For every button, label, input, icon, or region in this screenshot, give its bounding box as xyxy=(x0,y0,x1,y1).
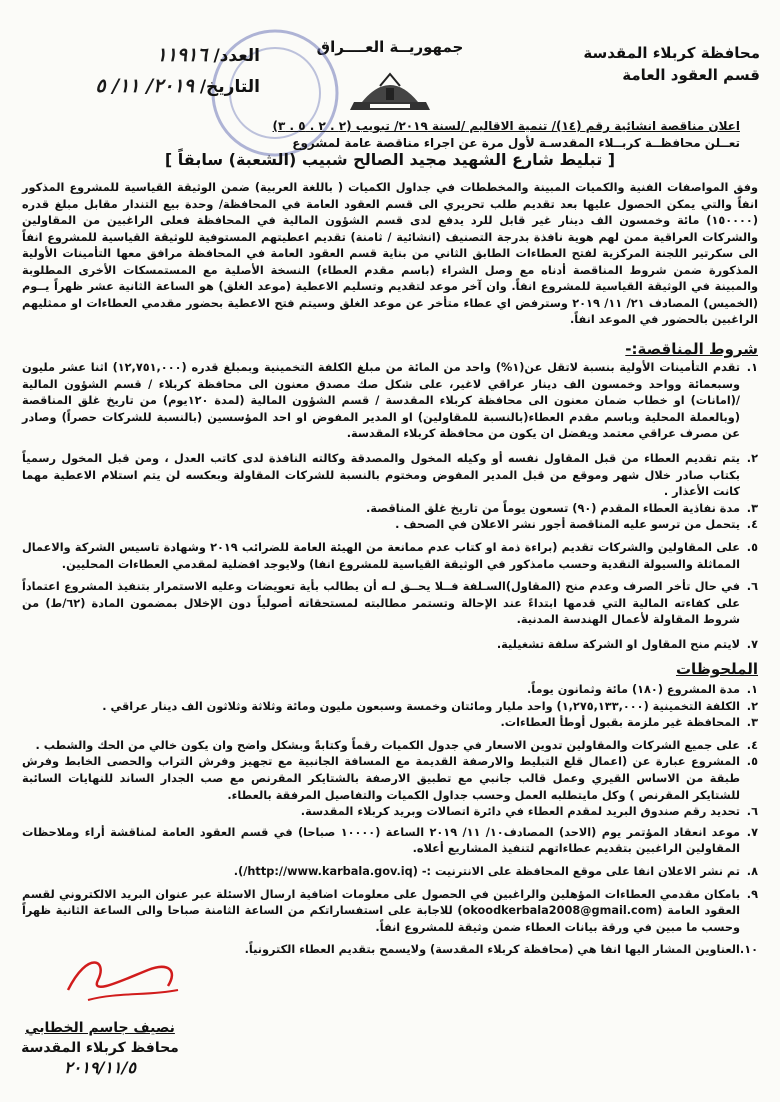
signatory-title: محافظ كربلاء المقدسة xyxy=(21,1040,179,1056)
reference-number-row xyxy=(30,40,260,71)
tender-number-line: اعلان مناقصة انشائية رقم (١٤)/ تنمية الاقاليم /لسنة ٢٠١٩/ تبويب (٢ . ٢ . ٥ . ٣) xyxy=(272,119,740,133)
reference-date-row xyxy=(30,71,260,102)
condition-item: ١. تقدم التأمينات الأولية بنسبة لاتقل عن(١%) واحد من المائة من مبلغ الكلفة التخمينية وبمبلغ قدره (١٢,٧٥١,٠٠٠) اثنا عشر مليون وسبعمائة وواحد وخمسون الف دينار عراقي لاغير، على شكل صك مصدق معنون الى محافظة كربلاء / قسم الشؤون المالية /(امانات) او خطاب ضمان معنون الى محافظة كربلاء المقدسة / قسم الشؤون المالية (لمدة ١٢٠يوم) من تاريخ غلق المناقصة (وبالعملة المحلية وباسم مقدم العطاء(بالنسبة للمقاولين) او المدير المفوض او احد المؤسسين (بالنسبة للشركات حصراً) وصادر عن مصرف عراقي معتمد ويفضل ان يكون من محافظة كربلاء المقدسة. xyxy=(22,361,758,441)
condition-item: ٢. يتم تقديم العطاء من قبل المقاول نفسه أو وكيله المخول والمصدقة وكالته النافذة لدى كاتب العدل ، ومن قبل المخول رسمياً بكتاب صادر خلال شهر وموقع من قبل المدير المفوض ومختوم بالنسبة للشركات المقاولة وبعكسه لن يتم استلام الاعطية مهما كانت الأعذار . xyxy=(22,451,758,499)
notes-title: الملحوظات xyxy=(675,660,758,678)
iraq-emblem-icon xyxy=(340,66,440,118)
condition-item: ٧. لايتم منح المقاول او الشركة سلفة تشغيلية. xyxy=(496,637,758,651)
condition-item: ٣. مدة نفاذية العطاء المقدم (٩٠) تسعون يوماً من تاريخ غلق المناقصة. xyxy=(366,501,758,515)
note-item: ٢. الكلفة التخمينية (١,٢٧٥,١٣٣,٠٠٠) واحد مليار ومائتان وخمسة وسبعون مليون ومائة وثلاثة وثلاثون الف دينار عراقي . xyxy=(102,699,758,713)
date-label: التاريخ/ xyxy=(199,77,260,97)
department-name: قسم العقود العامة xyxy=(622,66,760,84)
note-item: ٦. تحديد رقم صندوق البريد لمقدم العطاء في دائرة اتصالات وبريد كربلاء المقدسة. xyxy=(300,805,758,819)
note-item: ٧. موعد انعقاد المؤتمر يوم (الاحد) المصادف١٠/ ١١/ ٢٠١٩ الساعة (١٠٠٠٠ صباحا) في قسم العقود العامة لمناقشة أراء وملاحظات المقاولين الراغبين بتقديم عطاءاتهم لتنفيذ المشاريع أعلاه. xyxy=(22,825,758,856)
project-title: [ تبليط شارع الشهيد مجيد الصالح شبيب (الشعبة) سابقاً ] xyxy=(164,150,616,169)
note-item: ١٠. العناوين المشار اليها انفا هي (محافظة كربلاء المقدسة) ولايسمح بتقديم العطاء الكترونياً. xyxy=(244,943,758,957)
number-value: ١١٩١٦ xyxy=(156,44,208,66)
note-item: ٤. على جميع الشركات والمقاولين تدوين الاسعار في جدول الكميات رقماً وكتابةً وبشكل واضح وان يكون خالي من الحك والشطب . xyxy=(35,738,758,752)
governorate-name: محافظة كربلاء المقدسة xyxy=(583,44,760,62)
signature-scribble-icon xyxy=(28,940,208,1020)
notes-list xyxy=(22,682,758,959)
reference-block xyxy=(30,40,260,102)
conditions-title: شروط المناقصة:- xyxy=(625,340,758,358)
number-label: العدد/ xyxy=(213,46,260,66)
conditions-list xyxy=(22,360,758,654)
note-item: ٨. تم نشر الاعلان انفا على موقع المحافظة على الانترنيت :- (http://www.karbala.gov.iq/). xyxy=(233,864,758,878)
tender-intro-line: تعــلن محافظــة كربــلاء المقدسـة لأول مرة عن اجراء مناقصة عامة لمشروع xyxy=(292,136,740,150)
condition-item: ٥. على المقاولين والشركات تقديم (براءة ذمة او كتاب عدم ممانعة من الهيئة العامة للضرائب ٢٠١٩ وشهادة تاسيس الشركة والاعمال المماثلة والسيولة النقدية وحسب مامذكور في الوثيقة القياسية للمشروع انفا) ولايوجد افضلية لمقدمي العطاءات المحليين. xyxy=(22,540,758,571)
note-item: ٣. المحافظة غير ملزمة بقبول أوطأ العطاءات. xyxy=(500,716,758,730)
note-item: ١. مدة المشروع (١٨٠) مائة وثمانون يوماً. xyxy=(526,683,758,696)
signatory-name: نصيف جاسم الخطابي xyxy=(25,1020,175,1036)
republic-title: جمهوريــة العــــراق xyxy=(316,38,464,56)
announcement-body: وفق المواصفات الفنية والكميات المبينة والمخططات في جداول الكميات ( باللغة العربية) ضمن الوثيقة القياسية للمشروع المذكور انفاً والتي يمكن الحصول عليها بعد تقديم طلب تحريري الى قسم العقود العامة في المحافظة/ وحدة بيع التندار مقابل مبلغ قدره (١٥٠٠٠٠) مائة وخمسون الف دينار غير قابل للرد يدفع لدى قسم الشؤون المالية في المحافظة فعلى الراغبين من المقاولين والشركات العراقية ممن لهم هوية نافذة بدرجة التصنيف (انشائية / ثامنة) تقديم اعطيتهم المستوفية للوثيقة القياسية للمشروع انفاً الى سكرتير اللجنة المركزية لفتح العطاءات الطابق الثاني من بناية قسم العقود العامة في المحافظة مرافق معها التأمينات الأولية المذكورة ضمن شروط المناقصة أدناه مع وصل الشراء (باسم مقدم العطاء) النسخة الأصلية مع المستمسكات الأخرى المطلوبة والمبينة في الوثيقة القياسية للمشروع انفاً. وان آخر موعد لتقديم وتسليم الاعطية (موعد الغلق) هو الساعة الثانية عشر ظهراً يــوم (الخميس) المصادف ٢١/ ١١/ ٢٠١٩ وسترفض اي عطاء متأخر عن موعد الغلق وسيتم فتح الاعطية بحضور مقدمي العطاءات او ممثليهم الراغبين بالحضور في الموعد انفاً. xyxy=(22,181,759,326)
announcement-heading xyxy=(120,118,740,152)
signature-block xyxy=(15,1018,185,1078)
date-value: ٢٠١٩/ ١١/ ٥ xyxy=(95,75,194,97)
condition-item: ٦. في حال تأخر الصرف وعدم منح (المقاول)السـلفة فــلا يحــق لـه أن يطالب بأية تعويضات وعليه الاستمرار بتنفيذ المشروع اعتماداً على كفاءته المالية التي قدمها ابتداءً عند الإحالة وتستمر مطالبته لمستحقاته أصولياً دون الإخلال بمضمون المادة (٦٢/ط) من شروط المقاولة لأعمال الهندسة المدنية. xyxy=(22,580,758,627)
issuer-block xyxy=(560,42,760,86)
note-item: ٥. المشروع عبارة عن (اعمال قلع التبليط والارصفة القديمة مع المسافة الجانبية مع تجهيز وفرش التراب والحصى الخابط وفرش طبقة من الاساس القيري وعمل قالب جانبي مع تطبيق الارصفة بالشتايكر المقرنص مع صب الجدار الساند للنهايات السائبة للشتايكر المقرنص ) وكل مايتطلبه العمل وحسب جداول الكميات والتفاصيل المرفقة بالعطاء. xyxy=(22,755,758,802)
note-item: ٩. بامكان مقدمي العطاءات المؤهلين والراغبين في الحصول على معلومات اضافية ارسال الاسئلة عبر عنوان البريد الالكتروني لقسم العقود العامة (okoodkerbala2008@gmail.com) للاجابة على استفساراتكم من الساعة الثامنة صباحا والى الساعة الثانية ظهراً وحسب ما مبين في ورقة بيانات العطاء ضمن وثيقة للمشروع انفاً. xyxy=(22,887,758,934)
condition-item: ٤. يتحمل من ترسو عليه المناقصة أجور نشر الاعلان في الصحف . xyxy=(395,518,758,532)
signature-date: ٢٠١٩/١١/٥ xyxy=(64,1058,136,1077)
